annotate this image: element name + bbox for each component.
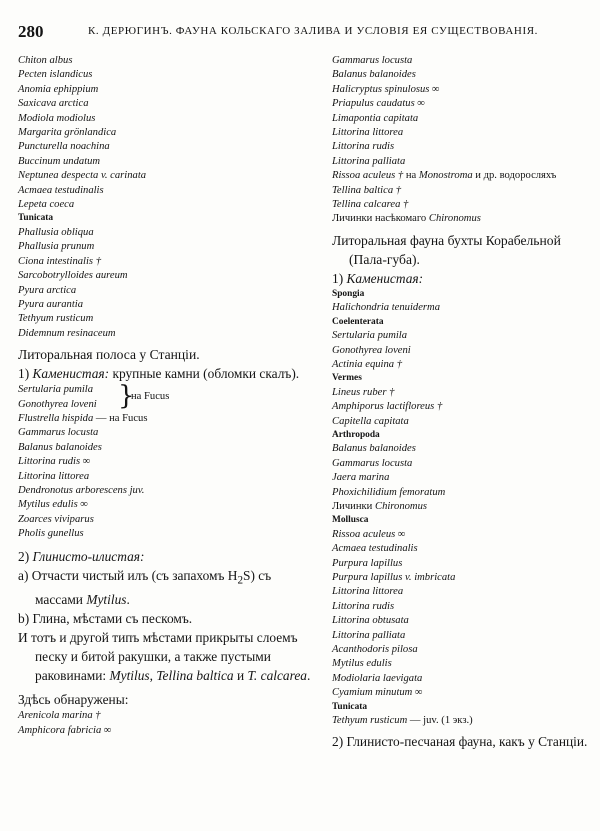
species-item: Dendronotus arborescens juv. <box>18 484 145 496</box>
brace-note: на Fucus <box>131 391 170 403</box>
species-item: Sertularia pumila <box>18 384 94 396</box>
species-name: Tethyum rusticum <box>332 715 408 727</box>
group-heading: Tunicata <box>18 213 54 224</box>
subscript: 2 <box>237 574 244 587</box>
species-item: Halichondria tenuiderma <box>332 302 440 314</box>
species-item: Balanus balanoides <box>18 441 102 453</box>
species-item: Gammarus locusta <box>332 457 413 469</box>
group-heading: Vermes <box>332 373 362 384</box>
genus-name: Monostroma <box>418 170 473 182</box>
species-item: Littorina palliata <box>332 155 406 167</box>
habitat-label: Каменистая: <box>346 270 424 286</box>
brace-group <box>18 383 318 412</box>
species-item: Cyamium minutum ∞ <box>332 687 423 699</box>
paragraph-c <box>18 628 318 685</box>
species-list-mollusca <box>332 528 594 701</box>
species-item <box>332 714 594 728</box>
species-item: Buccinum undatum <box>18 155 101 167</box>
species-item: Sertularia pumila <box>332 330 408 342</box>
species-item: Ciona intestinalis † <box>18 255 101 267</box>
group-heading: Mollusca <box>332 515 369 526</box>
species-item: Pyura arctica <box>18 284 77 296</box>
species-item: Didemnum resinaceum <box>18 327 116 339</box>
section-heading: Литоральная полоса у Станціи. <box>18 347 200 363</box>
genus-name: Mytilus <box>86 592 127 608</box>
text-run: И тотъ и другой типъ мѣстами прикрыты слоемъ песку и битой ракушки, а также пустыми раковинами: <box>18 630 298 684</box>
species-item: Littorina littorea <box>332 586 404 598</box>
text-run: а) Отчасти чистый илъ (съ запахомъ H <box>18 567 238 583</box>
species-item: Actinia equina † <box>332 358 403 370</box>
item-number: 2) <box>18 548 33 564</box>
species-item: Phoxichilidium femoratum <box>332 486 446 498</box>
species-list-stony <box>18 426 318 541</box>
genus-name: Chironomus <box>375 500 427 512</box>
species-list-tunicata <box>18 226 318 341</box>
species-item <box>332 169 594 183</box>
species-item: Gammarus locusta <box>18 427 99 439</box>
species-item: Chiton albus <box>18 55 73 66</box>
species-item: Tellina calcarea † <box>332 199 409 211</box>
species-item: Mytilus edulis <box>332 658 392 670</box>
species-item: Littorina palliata <box>332 629 406 641</box>
species-item: Jaera marina <box>332 472 390 484</box>
species-item: Lineus ruber † <box>332 386 395 398</box>
species-item <box>332 500 594 514</box>
species-item: Rissoa aculeus ∞ <box>332 528 406 540</box>
left-column <box>18 54 318 738</box>
right-column <box>332 54 594 751</box>
species-item: Capitella capitata <box>332 415 409 427</box>
species-item <box>332 212 594 226</box>
found-heading: Здѣсь обнаружены: <box>18 692 129 708</box>
species-item <box>18 412 318 426</box>
species-note: на <box>403 170 419 182</box>
species-item: Littorina rudis <box>332 600 395 612</box>
species-item: Anomia ephippium <box>18 83 99 95</box>
text-run: , <box>149 668 157 684</box>
species-item: Gonothyrea loveni <box>332 344 411 356</box>
item-number: 1) <box>332 270 347 286</box>
species-item: Phallusia obliqua <box>18 226 94 238</box>
species-item: Amphicora fabricia ∞ <box>18 724 112 736</box>
species-item: Amphiporus lactifloreus † <box>332 401 443 413</box>
species-item: Acmaea testudinalis <box>18 184 104 196</box>
genus-name: Chironomus <box>428 213 481 225</box>
species-note: Личинки насѣкомаго <box>332 213 429 225</box>
species-item: Priapulus caudatus ∞ <box>332 98 425 110</box>
habitat-stony <box>18 364 318 383</box>
text-run: . <box>306 668 311 684</box>
paragraph-b: b) Глина, мѣстами съ пескомъ. <box>18 611 193 627</box>
species-item: Balanus balanoides <box>332 443 416 455</box>
species-name: Rissoa aculeus † <box>332 170 404 182</box>
genus-name: Mytilus <box>109 668 150 684</box>
paragraph-a <box>18 566 318 610</box>
habitat-clay <box>18 547 318 566</box>
habitat-label: Каменистая: <box>32 366 110 382</box>
habitat-stony <box>332 269 594 288</box>
species-item: Lepeta coeca <box>18 199 75 211</box>
species-item: Littorina obtusata <box>332 615 409 627</box>
species-name: Flustrella hispida <box>18 412 94 424</box>
species-item: Littorina rudis <box>332 141 395 153</box>
species-list-top <box>332 54 594 169</box>
page-number: 280 <box>18 22 44 41</box>
species-item: Zoarces viviparus <box>18 513 94 525</box>
species-item: Limapontia capitata <box>332 112 419 124</box>
species-name: Tellina baltica <box>156 668 234 684</box>
species-item: Puncturella noachina <box>18 141 110 153</box>
section-heading: Литоральная фауна бухты Корабельной (Пала-губа). <box>332 232 561 267</box>
species-item: Modiola modiolus <box>18 112 96 124</box>
item-number: 1) <box>18 366 33 382</box>
group-heading: Coelenterata <box>332 316 384 327</box>
species-item: Littorina littorea <box>332 127 404 139</box>
species-item: Purpura lapillus <box>332 557 403 569</box>
species-item: Purpura lapillus v. imbricata <box>332 572 456 583</box>
species-item: Neptunea despecta v. carinata <box>18 170 147 182</box>
species-item: Littorina littorea <box>18 470 90 482</box>
habitat-clay: 2) Глинисто-песчаная фауна, какъ у Станціи. <box>332 734 588 750</box>
species-item: Gonothyrea loveni <box>18 398 97 410</box>
group-heading: Tunicata <box>332 701 368 712</box>
species-item: Saxicava arctica <box>18 98 89 110</box>
text-run: S) съ массами <box>35 567 272 608</box>
species-item: Tethyum rusticum <box>18 313 94 325</box>
species-item: Phallusia prunum <box>18 241 95 253</box>
species-note: — на Fucus <box>93 412 148 424</box>
running-title: К. ДЕРЮГИНЪ. ФАУНА КОЛЬСКАГО ЗАЛИВА И УСЛОВІЯ ЕЯ СУЩЕСТВОВАНІЯ. <box>88 25 539 37</box>
species-item: Tellina baltica † <box>332 184 402 196</box>
species-item: Balanus balanoides <box>332 69 416 81</box>
species-note: Личинки <box>332 500 375 512</box>
species-item: Acmaea testudinalis <box>332 543 418 555</box>
species-name: T. calcarea <box>247 668 307 684</box>
species-item: Pholis gunellus <box>18 528 84 540</box>
species-note: — juv. (1 экз.) <box>407 715 473 727</box>
group-heading: Arthropoda <box>332 429 380 440</box>
text-run: и <box>233 668 248 684</box>
species-note: и др. водоросляхъ <box>472 170 557 182</box>
species-item: Littorina rudis ∞ <box>18 456 91 468</box>
species-item: Modiolaria laevigata <box>332 672 423 684</box>
species-item: Halicryptus spinulosus ∞ <box>332 83 440 95</box>
habitat-label: Глинисто-илистая: <box>32 548 145 564</box>
text-run: . <box>126 592 130 608</box>
species-item: Margarita grönlandica <box>18 127 117 139</box>
species-item: Acanthodoris pilosa <box>332 644 418 656</box>
brace-symbol: } <box>118 381 135 412</box>
species-item: Arenicola marina † <box>18 710 101 722</box>
species-item: Pecten islandicus <box>18 69 93 81</box>
species-item: Pyura aurantia <box>18 298 84 310</box>
species-item: Gammarus locusta <box>332 55 413 66</box>
group-heading: Spongia <box>332 288 365 299</box>
page-header <box>18 22 584 42</box>
species-list-top <box>18 54 318 212</box>
habitat-description: крупные камни (обломки скалъ). <box>109 366 300 382</box>
species-item: Mytilus edulis ∞ <box>18 499 88 511</box>
species-item: Sarcobotrylloides aureum <box>18 270 128 282</box>
